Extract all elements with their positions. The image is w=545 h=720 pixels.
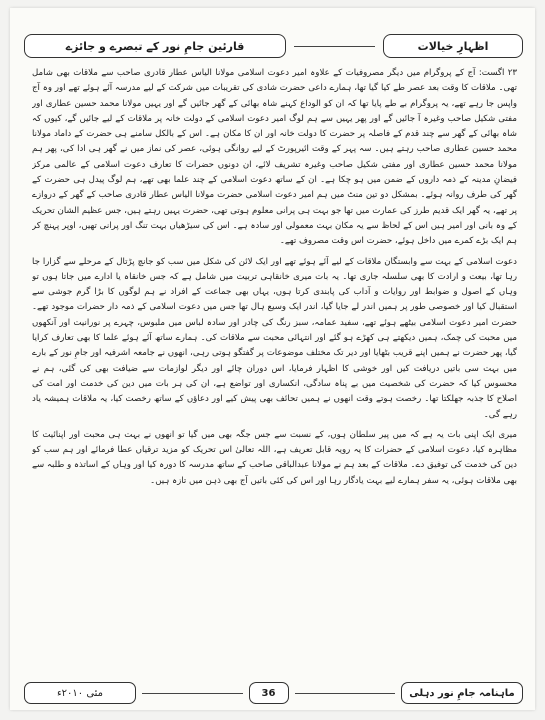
footer-rule-left <box>142 693 243 694</box>
footer-rule-right <box>295 693 396 694</box>
magazine-name-box <box>401 682 523 704</box>
magazine-name: ماہنامہ جامِ نور دہلی <box>409 687 515 699</box>
paragraph-3: میری ایک اپنی بات یہ ہے کہ میں پیر سلطان ہوں، کے نسبت سے جس جگہ بھی میں گیا تو انھوں نے بہت ہی محبت اور اپنائیت کا مظاہرہ کیا، دعوت اسلامی کے حضرات کا یہ رویہ قابل تعریف ہے، اللہ تعالیٰ اس تحریک کو مزید ترقیاں عطا فرمائے اور ہم سب کو دین کی خدمت کی توفیق دے۔ ملاقات کے بعد ہم نے مولانا عبدالباقی صاحب کے ساتھ مدرسہ کا دورہ کیا اور وہاں کے اساتذہ و طلبہ سے بھی ملاقات ہوئی، یہ سفر ہمارے لیے بہت یادگار رہا اور اس کی کئی باتیں آج بھی ذہن میں تازہ ہیں۔ <box>32 429 517 486</box>
section-title-box <box>24 34 286 58</box>
column-title-box <box>383 34 523 58</box>
paragraph-1: ۲۳ اگست: آج کے پروگرام میں دیگر مصروفیات کے علاوہ امیر دعوت اسلامی مولانا الیاس عطار قادری صاحب سے ملاقات بھی شامل تھی۔ ملاقات کا وقت بعد عصر طے کیا گیا تھا، ہمارے داعی حضرت شادی کی تقریبات میں شرکت کے لیے مدرسہ آئے ہوئے تھے اور وہ آج واپس جا رہے تھے، یہ پروگرام بے طے پایا تھا کہ ان کو الوداع کہنے شاہ بھائی کے گھر جائیں گے اور یہیں مولانا محمد حسین عطاری اور مفتی شکیل صاحب وغیرہ آ جائیں گے اور پھر یہیں سے ہم لوگ امیر دعوت اسلامی کے دولت خانہ پر ملاقات کے لیے جائیں گے، کیوں کہ شاہ بھائی کے گھر سے چند قدم کے فاصلہ پر حضرت کا دولت خانہ اور ان کا مکان ہے۔ اس کے بالکل سامنے ہی حضرت کے داماد مولانا محمد حسین عطاری صاحب رہتے ہیں۔ سہ پہر کے وقت ائیرپورٹ کے لیے روانگی ہوئی، عصر کی نماز میں نے گھر ہی ادا کی، پھر ہم مولانا محمد حسین عطاری اور مفتی شکیل صاحب وغیرہ تشریف لائے، ان دونوں حضرات کا تعارف دعوت اسلامی کے عالمی مرکز فیضانِ مدینہ کے ذمہ داروں کے ضمن میں ہو چکا ہے۔ ان کے ساتھ دعوت اسلامی کے چند علما بھی تھے، ہم لوگ پیدل ہی حضرت کے گھر کی طرف روانہ ہوئے۔ بمشکل دو تین منٹ میں ہم امیر دعوت اسلامی حضرت مولانا الیاس عطار قادری صاحب کے گھر کے دروازے پر تھے، یہ گھر ایک قدیم طرز کی عمارت میں تھا جو بہت ہی پرانی معلوم ہوتی تھی، حضرت یہیں رہتے ہیں، جس عظیم الشان تحریک کے وہ بانی اور امیر ہیں اس کے لحاظ سے یہ مکان بہت معمولی اور سادہ ہے۔ اس کی سیڑھیاں بہت تنگ اور پرانی تھیں، اوپر پہنچ کر ہم ایک بڑے کمرے میں داخل ہوئے، حضرت اس وقت مصروف تھے۔ <box>32 68 517 247</box>
issue-date: مئی ۲۰۱۰ء <box>56 687 104 699</box>
paragraph-2: دعوت اسلامی کے بہت سے وابستگان ملاقات کے لیے آئے ہوئے تھے اور ایک لائن کی شکل میں سب کو جانچ پڑتال کے مرحلے سے گزارا جا رہا تھا، بیعت و ارادت کا بھی سلسلہ جاری تھا۔ یہ بات میری خانقاہی تربیت میں شامل ہے کہ جس خانقاہ یا ادارے میں جاتا ہوں تو وہاں کے اصول و ضوابط اور روایات و آداب کی پابندی کرتا ہوں، یہاں بھی جماعت کے افراد نے ہم لوگوں کا بڑا گرم جوشی سے استقبال کیا اور خصوصی طور پر ہمیں اندر لے جایا گیا، اندر ایک وسیع ہال تھا جس میں دعوت اسلامی کے ذمہ دار حضرات موجود تھے۔ حضرت امیر دعوت اسلامی بیٹھے ہوئے تھے، سفید عمامہ، سبز رنگ کی چادر اور سادہ لباس میں ملبوس، چہرے پر نورانیت اور آنکھوں میں محبت کی چمک، ہمیں دیکھتے ہی کھڑے ہو گئے اور انتہائی محبت سے ملاقات کی۔ ہمارے ساتھ آئے ہوئے علما کا بھی تعارف کرایا گیا، پھر حضرت نے ہمیں اپنے قریب بٹھایا اور دیر تک مختلف موضوعات پر گفتگو ہوتی رہی، انھوں نے جامعہ اشرفیہ اور جامِ نور کے بارے میں بہت سی باتیں دریافت کیں اور خوشی کا اظہار فرمایا، اس دوران چائے اور دیگر لوازمات سے ضیافت بھی کی گئی، ہم نے محسوس کیا کہ حضرت کی شخصیت میں بے پناہ سادگی، انکساری اور تواضع ہے، ان کی ہر بات میں دین کی خدمت اور امت کی اصلاح کا جذبہ جھلکتا تھا۔ رخصت ہوتے وقت انھوں نے ہمیں تحائف بھی پیش کیے اور دعاؤں کے ساتھ رخصت کیا، یہ ملاقات ہمیشہ یاد رہے گی۔ <box>32 256 517 420</box>
header-rule <box>294 46 375 47</box>
page-number-box <box>249 682 289 704</box>
magazine-page <box>10 8 535 710</box>
article-body <box>32 66 517 666</box>
issue-date-box <box>24 682 136 704</box>
column-title: اظہارِ خیالات <box>417 39 489 53</box>
page-footer <box>24 680 523 706</box>
section-title: قارئین جامِ نور کے تبصرے و جائزے <box>65 39 245 53</box>
page-header <box>24 32 523 60</box>
page-number: 36 <box>261 687 276 699</box>
